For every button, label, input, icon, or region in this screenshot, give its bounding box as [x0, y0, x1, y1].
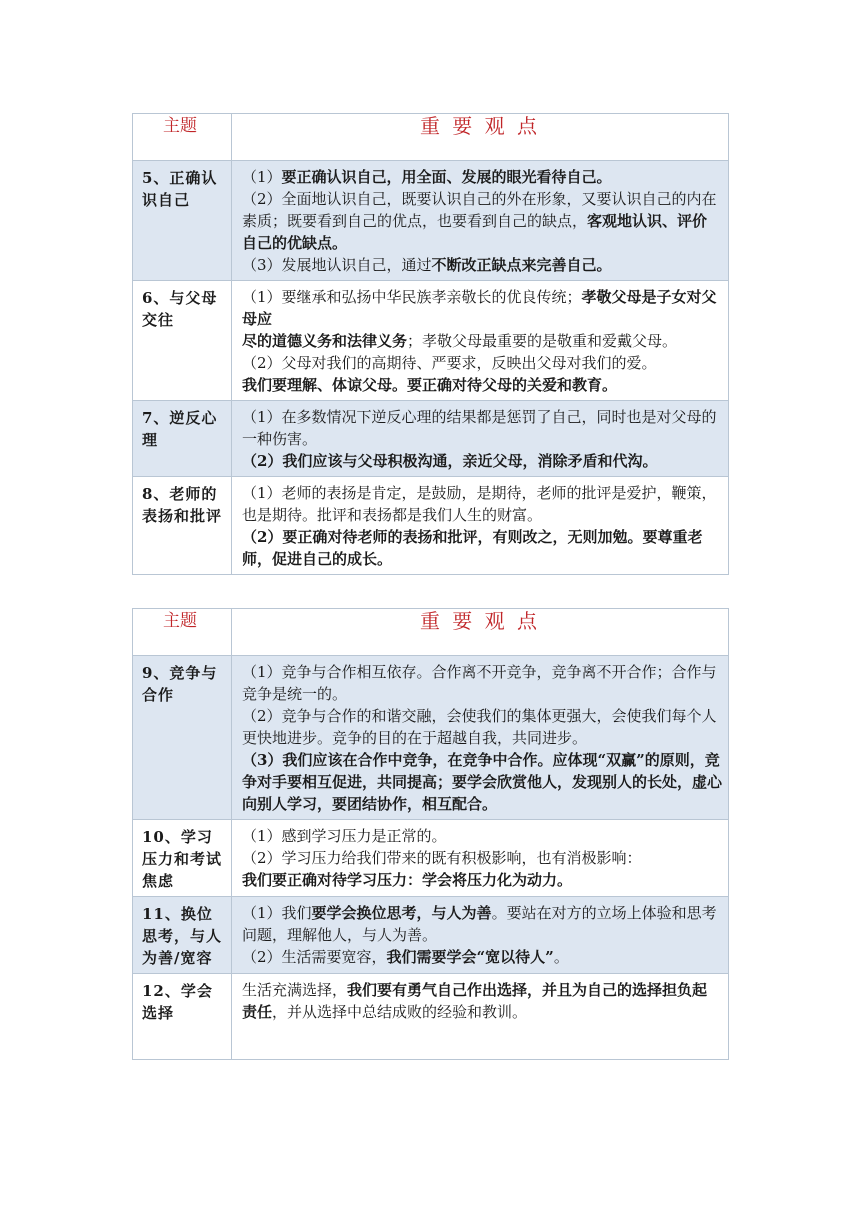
header-points: 重 要 观 点 — [232, 114, 729, 161]
point-line — [242, 406, 722, 450]
point-line — [242, 450, 722, 472]
row-topic: 10、学习压力和考试焦虑 — [133, 820, 232, 897]
point-line — [242, 705, 722, 749]
point-text-bold: （3）我们应该在合作中竞争，在竞争中合作。应体现“双赢”的原则，竞争对手要相互促进，共同提高；要学会欣赏他人，发现别人的长处，虚心向别人学习，要团结协作，相互配合。 — [242, 751, 723, 813]
row-topic: 5、正确认识自己 — [133, 161, 232, 281]
table-row — [133, 656, 729, 820]
row-content — [232, 281, 729, 401]
point-text-bold: 孝敬父母是子女对父母应 — [242, 288, 717, 328]
point-text: ；孝敬父母最重要的是敬重和爱戴父母。 — [407, 332, 678, 350]
row-content — [232, 477, 729, 575]
table-row — [133, 477, 729, 575]
row-content — [232, 656, 729, 820]
table-row — [133, 897, 729, 974]
table-header-row — [133, 114, 729, 161]
point-text-bold: （2）要正确对待老师的表扬和批评，有则改之，无则加勉。要尊重老师，促进自己的成长。 — [242, 528, 703, 568]
point-line — [242, 254, 722, 276]
point-text: （2）竞争与合作的和谐交融，会使我们的集体更强大，会使我们每个人更快地进步。竞争的目的在于超越自我，共同进步。 — [242, 707, 717, 747]
point-line — [242, 286, 722, 330]
point-text: 。要站在对方的立场上体验和思考问题，理解他人，与人为善。 — [242, 904, 717, 944]
point-line — [242, 946, 722, 968]
point-line — [242, 526, 722, 570]
point-line — [242, 166, 722, 188]
point-text: ，并从选择中总结成败的经验和教训。 — [272, 1003, 528, 1021]
point-text: （1）老师的表扬是肯定，是鼓励，是期待，老师的批评是爱护，鞭策，也是期待。批评和表扬都是我们人生的财富。 — [242, 484, 717, 524]
table-row — [133, 974, 729, 1060]
table-2 — [132, 608, 729, 1060]
point-text-bold: 我们要正确对待学习压力：学会将压力化为动力。 — [242, 871, 573, 889]
point-line — [242, 825, 722, 847]
row-topic: 11、换位思考，与人为善/宽容 — [133, 897, 232, 974]
point-line — [242, 847, 722, 869]
row-content — [232, 401, 729, 477]
point-line — [242, 979, 722, 1023]
point-text-bold: （2）我们应该与父母积极沟通，亲近父母，消除矛盾和代沟。 — [242, 452, 658, 470]
header-points: 重 要 观 点 — [232, 609, 729, 656]
point-text: （1）在多数情况下逆反心理的结果都是惩罚了自己，同时也是对父母的一种伤害。 — [242, 408, 717, 448]
point-text-bold: 要学会换位思考，与人为善 — [311, 904, 492, 922]
row-topic: 12、学会选择 — [133, 974, 232, 1060]
row-topic: 7、逆反心理 — [133, 401, 232, 477]
table-row — [133, 281, 729, 401]
point-text-bold: 尽的道德义务和法律义务 — [242, 332, 408, 350]
point-line — [242, 374, 722, 396]
point-text-bold: 客观地认识、评价自己的优缺点。 — [242, 212, 708, 252]
point-line — [242, 902, 722, 946]
point-line — [242, 352, 722, 374]
header-topic: 主题 — [133, 114, 232, 161]
point-text: （1）要继承和弘扬中华民族孝亲敬长的优良传统； — [242, 288, 582, 306]
row-topic: 9、竞争与合作 — [133, 656, 232, 820]
table-1 — [132, 113, 729, 575]
point-line — [242, 661, 722, 705]
point-line — [242, 482, 722, 526]
point-text: （1）感到学习压力是正常的。 — [242, 827, 447, 845]
header-topic: 主题 — [133, 609, 232, 656]
point-text: （3）发展地认识自己，通过 — [242, 256, 432, 274]
point-text: 。 — [553, 948, 569, 966]
point-text-bold: 我们需要学会“宽以待人” — [386, 948, 554, 966]
row-content — [232, 820, 729, 897]
point-text: （2）学习压力给我们带来的既有积极影响，也有消极影响： — [242, 849, 642, 867]
point-text: （2）生活需要宽容， — [242, 948, 387, 966]
row-content — [232, 897, 729, 974]
point-text: （1） — [242, 168, 282, 186]
point-line — [242, 330, 722, 352]
point-text: （1）我们 — [242, 904, 312, 922]
table-row — [133, 820, 729, 897]
point-text-bold: 我们要有勇气自己作出选择，并且为自己的选择担负起责任 — [242, 981, 708, 1021]
row-topic: 8、老师的表扬和批评 — [133, 477, 232, 575]
point-line — [242, 749, 722, 815]
point-line — [242, 869, 722, 891]
point-text-bold: 不断改正缺点来完善自己。 — [431, 256, 612, 274]
point-text: 生活充满选择， — [242, 981, 348, 999]
table-row — [133, 161, 729, 281]
point-text: （2）全面地认识自己，既要认识自己的外在形象，又要认识自己的内在素质；既要看到自己的优点，也要看到自己的缺点， — [242, 190, 717, 230]
point-text: （1）竞争与合作相互依存。合作离不开竞争，竞争离不开合作；合作与竞争是统一的。 — [242, 663, 717, 703]
point-text-bold: 我们要理解、体谅父母。要正确对待父母的关爱和教育。 — [242, 376, 618, 394]
point-text: （2）父母对我们的高期待、严要求，反映出父母对我们的爱。 — [242, 354, 657, 372]
row-topic: 6、与父母交往 — [133, 281, 232, 401]
row-content — [232, 161, 729, 281]
point-text-bold: 要正确认识自己，用全面、发展的眼光看待自己。 — [281, 168, 612, 186]
table-row — [133, 401, 729, 477]
table-header-row — [133, 609, 729, 656]
row-content — [232, 974, 729, 1060]
point-line — [242, 188, 722, 254]
